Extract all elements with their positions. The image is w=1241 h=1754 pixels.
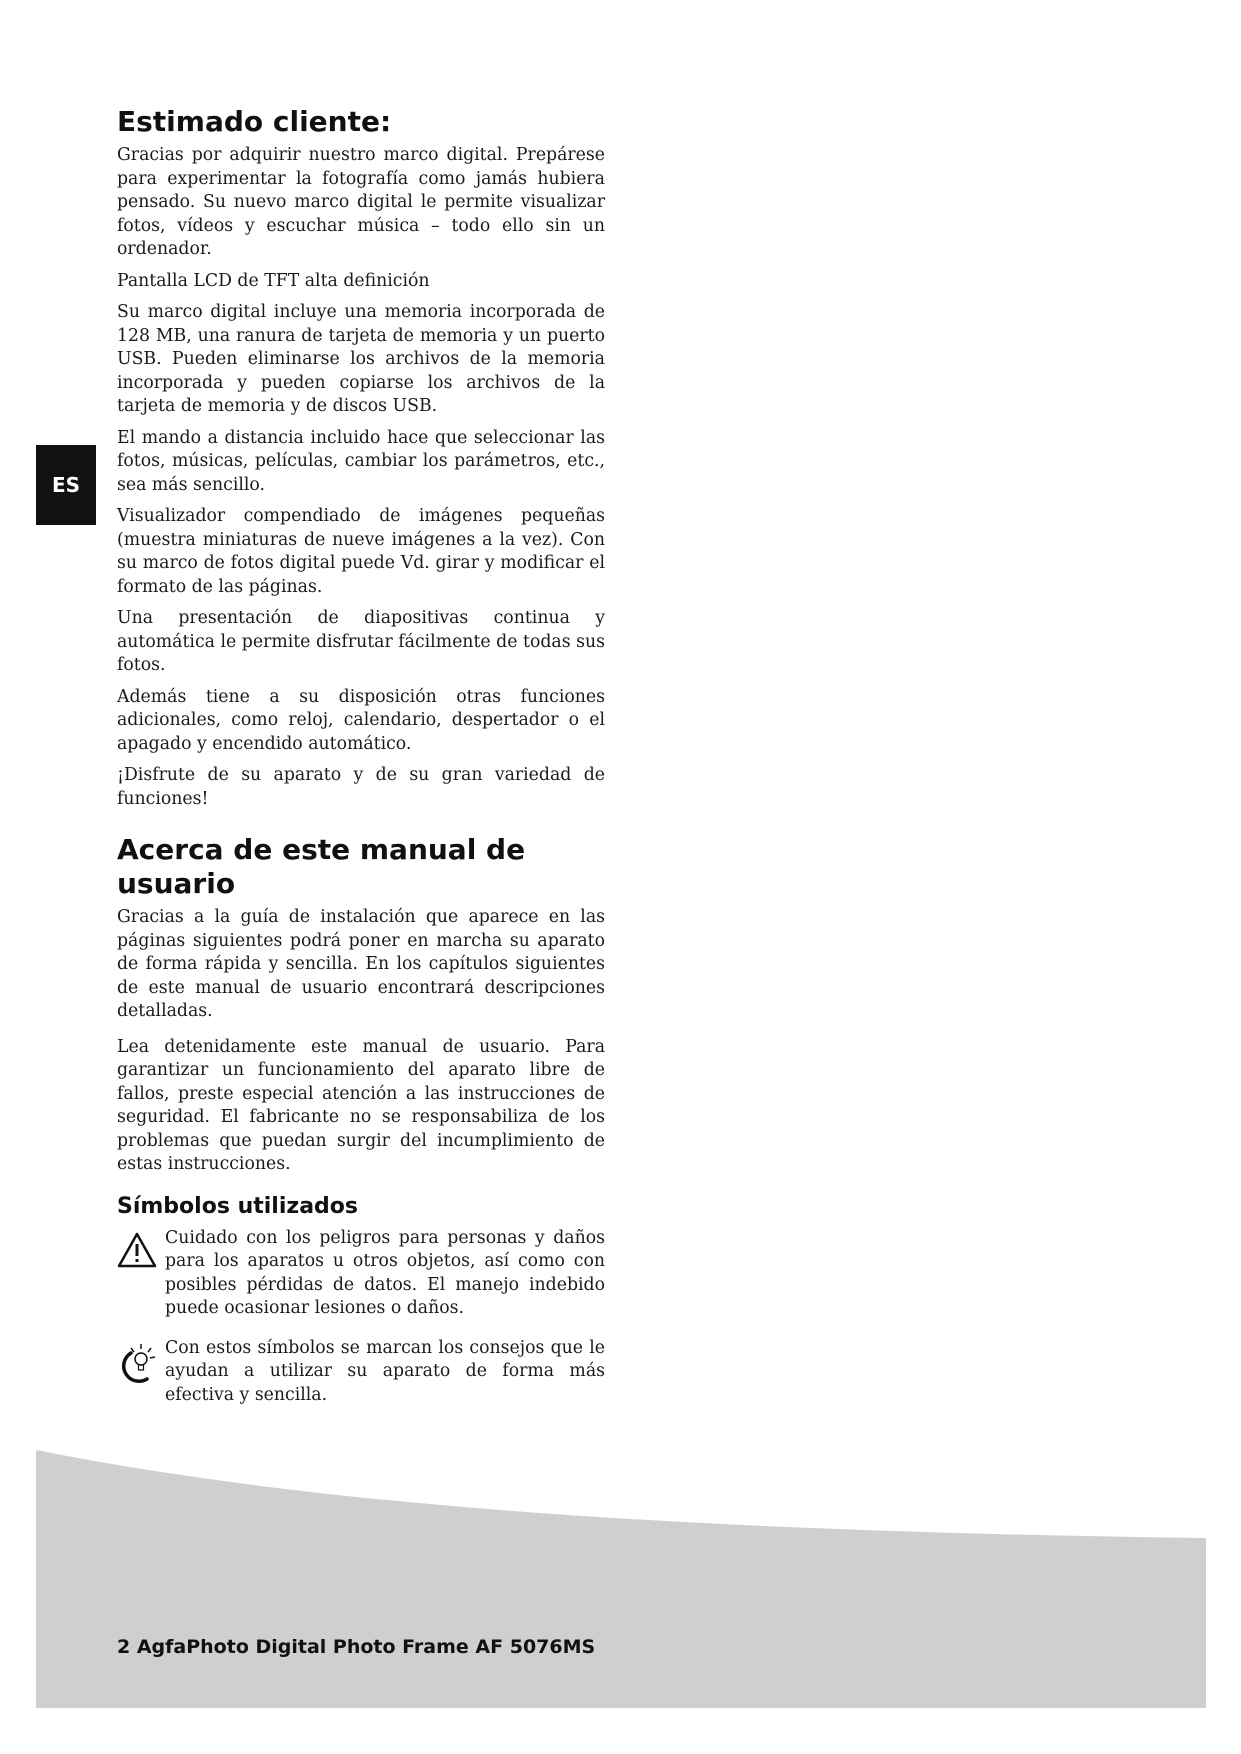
section-title-estimado-cliente: Estimado cliente:: [117, 105, 392, 138]
paragraph: Una presentación de diapositivas continua y automática le permite disfrutar fácilmente de todas sus fotos.: [117, 608, 605, 675]
paragraph: Pantalla LCD de TFT alta definición: [117, 270, 430, 291]
warning-symbol-row: [117, 1227, 605, 1321]
language-tab: ES: [36, 445, 96, 525]
warning-text: Cuidado con los peligros para personas y daños para los aparatos u otros objetos, así como con posibles pérdidas de datos. El manejo indebido puede ocasionar lesiones o daños.: [165, 1227, 605, 1318]
paragraph: Además tiene a su disposición otras funciones adicionales, como reloj, calendario, despertador o el apagado y encendido automático.: [117, 686, 605, 754]
tip-symbol-row: [117, 1337, 605, 1408]
paragraph: Visualizador compendiado de imágenes pequeñas (muestra miniaturas de nueve imágenes a la vez). Con su marco de fotos digital puede Vd. girar y modificar el formato de las páginas.: [117, 506, 605, 597]
paragraph: El mando a distancia incluido hace que seleccionar las fotos, músicas, películas, cambiar los parámetros, etc., sea más sencillo.: [117, 427, 605, 495]
paragraph: Gracias por adquirir nuestro marco digital. Prepárese para experimentar la fotografía como jamás hubiera pensado. Su nuevo marco digital le permite visualizar fotos, vídeos y escuchar música – todo ello sin un ordenador.: [117, 145, 605, 259]
paragraph: Lea detenidamente este manual de usuario. Para garantizar un funcionamiento del aparato libre de fallos, preste especial atención a las instrucciones de seguridad. El fabricante no se responsabiliza de los problemas que puedan surgir del incumplimiento de estas instrucciones.: [117, 1036, 605, 1174]
warning-triangle-icon: [117, 1227, 165, 1277]
section-title-acerca-manual: Acerca de este manual de usuario: [117, 833, 526, 900]
lightbulb-tip-icon: [117, 1337, 165, 1393]
tip-text: Con estos símbolos se marcan los consejos que le ayudan a utilizar su aparato de forma más efectiva y sencilla.: [165, 1337, 605, 1405]
main-content: [117, 105, 605, 1423]
footer-band: [36, 1450, 1206, 1708]
subsection-title-simbolos: Símbolos utilizados: [117, 1193, 358, 1219]
paragraph: ¡Disfrute de su aparato y de su gran variedad de funciones!: [117, 765, 605, 809]
paragraph: Su marco digital incluye una memoria incorporada de 128 MB, una ranura de tarjeta de memoria y un puerto USB. Pueden eliminarse los archivos de la memoria incorporada y pueden copiarse los archivos de la tarjeta de memoria y de discos USB.: [117, 302, 605, 416]
paragraph: Gracias a la guía de instalación que aparece en las páginas siguientes podrá poner en marcha su aparato de forma rápida y sencilla. En los capítulos siguientes de este manual de usuario encontrará descripciones detalladas.: [117, 907, 605, 1021]
footer-page-label: 2 AgfaPhoto Digital Photo Frame AF 5076MS: [117, 1636, 596, 1658]
